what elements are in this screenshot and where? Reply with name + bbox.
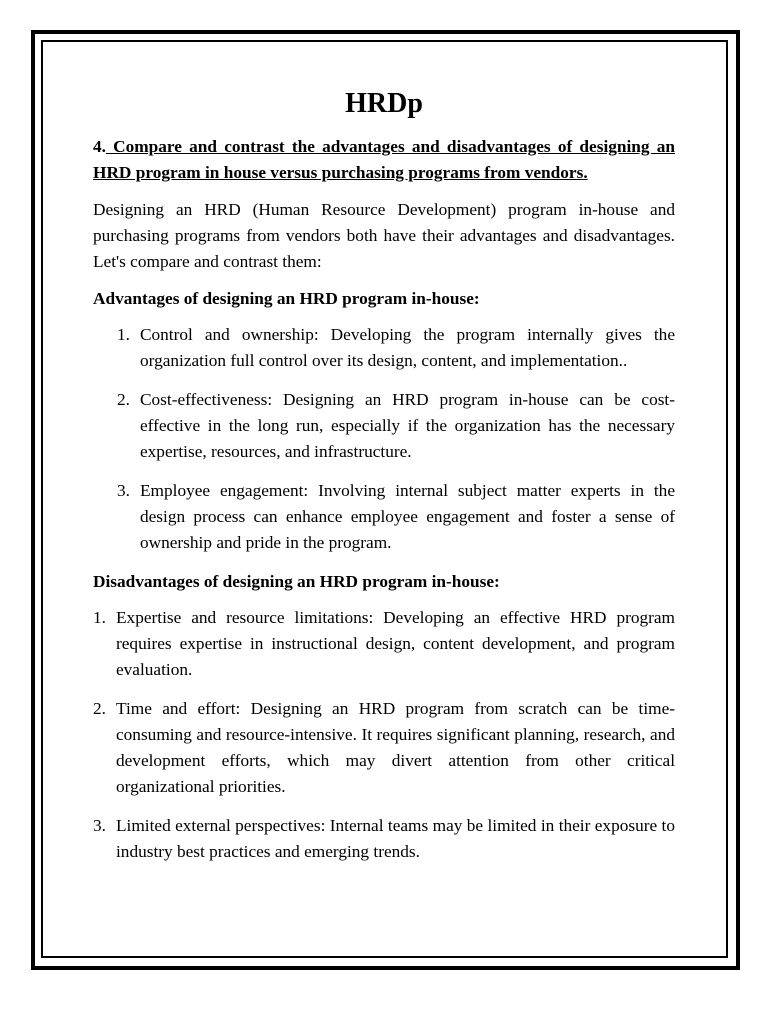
list-item-text: Time and effort: Designing an HRD program from scratch can be time-consuming and resource-intensive. It requires significant planning, research, and development efforts, which may divert attention from other critical organizational priorities. [116, 699, 675, 796]
list-item-number: 1. [93, 608, 106, 627]
advantages-list [93, 322, 675, 556]
list-item [93, 478, 675, 556]
list-item-text: Control and ownership: Developing the program internally gives the organization full control over its design, content, and implementation.. [140, 325, 675, 370]
list-item [93, 605, 675, 683]
list-item-number: 3. [117, 481, 130, 500]
list-item [93, 387, 675, 465]
question-heading [93, 134, 675, 186]
intro-paragraph: Designing an HRD (Human Resource Development) program in-house and purchasing programs from vendors both have their advantages and disadvantages. Let's compare and contrast them: [93, 200, 675, 271]
list-item-number: 3. [93, 816, 106, 835]
list-item-text: Limited external perspectives: Internal teams may be limited in their exposure to industry best practices and emerging trends. [116, 816, 675, 861]
disadvantages-heading: Disadvantages of designing an HRD program in-house: [93, 572, 500, 591]
list-item [93, 813, 675, 865]
document-content [93, 86, 675, 878]
list-item-number: 2. [117, 390, 130, 409]
question-number: 4. [93, 137, 106, 156]
list-item-text: Cost-effectiveness: Designing an HRD program in-house can be cost-effective in the long run, especially if the organization has the necessary expertise, resources, and infrastructure. [140, 390, 675, 461]
question-text: Compare and contrast the advantages and disadvantages of designing an HRD program in house versus purchasing programs from vendors. [93, 137, 675, 182]
list-item-number: 1. [117, 325, 130, 344]
list-item [93, 696, 675, 800]
advantages-heading: Advantages of designing an HRD program in-house: [93, 289, 480, 308]
list-item-text: Expertise and resource limitations: Developing an effective HRD program requires expertise in instructional design, content development, and program evaluation. [116, 608, 675, 679]
list-item-number: 2. [93, 699, 106, 718]
list-item-text: Employee engagement: Involving internal subject matter experts in the design process can enhance employee engagement and foster a sense of ownership and pride in the program. [140, 481, 675, 552]
disadvantages-list [93, 605, 675, 865]
list-item [93, 322, 675, 374]
document-title: HRDp [345, 88, 423, 119]
